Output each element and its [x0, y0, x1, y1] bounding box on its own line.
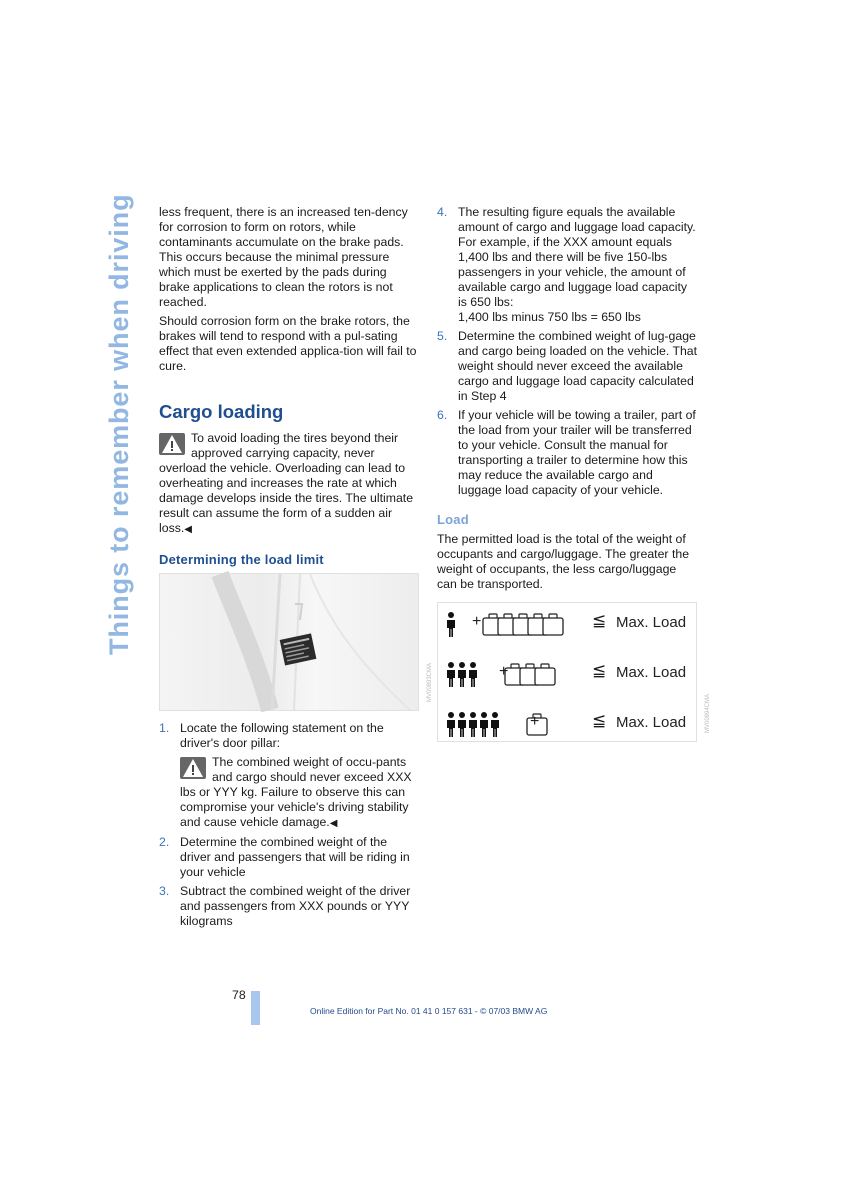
subheading-load-limit: Determining the load limit — [159, 552, 324, 567]
step-number: 2. — [159, 835, 170, 849]
person-icon — [447, 612, 455, 637]
step-text: Determine the combined weight of lug-gage and cargo being loaded on the vehicle. That weight should never exceed the available cargo and luggage load capacity calculated in Step 4 — [458, 329, 698, 403]
load-row — [444, 657, 690, 691]
less-equal-sign: ≦ — [592, 661, 607, 680]
occupants-and-luggage-icons — [444, 611, 584, 639]
step-number: 3. — [159, 884, 170, 898]
warning-text: To avoid loading the tires beyond their approved carrying capacity, never overload the vehicle. Overloading can lead to overheating and increases the rate at which damage develops inside the tires. The ultimate result can assume the form of a sudden air loss. — [159, 431, 414, 535]
edition-footer: Online Edition for Part No. 01 41 0 157 631 - © 07/03 BMW AG — [310, 1006, 548, 1016]
plus-sign: + — [499, 663, 509, 680]
plus-sign: + — [472, 613, 482, 630]
list-item — [159, 884, 417, 929]
warning-triangle-icon — [159, 433, 185, 455]
load-row — [444, 707, 690, 741]
load-row — [444, 607, 690, 641]
page-number: 78 — [232, 988, 246, 1002]
step-text: The resulting figure equals the available amount of cargo and luggage load capacity. — [458, 205, 696, 234]
load-limit-steps — [159, 721, 417, 929]
end-mark: ◀ — [329, 818, 338, 829]
step-number: 4. — [437, 205, 448, 219]
step-text: Locate the following statement on the driver's door pillar: — [180, 721, 384, 750]
suitcase-icon — [535, 664, 555, 685]
load-limit-steps-continued — [437, 205, 699, 498]
door-pillar-label-image — [159, 573, 433, 711]
person-icon — [458, 662, 466, 687]
end-mark: ◀ — [184, 524, 192, 535]
page-number-bar — [251, 991, 260, 1025]
max-load-label: Max. Load — [616, 614, 687, 631]
step-number: 6. — [437, 408, 448, 422]
step-text: Subtract the combined weight of the driver and passengers from XXX pounds or YYY kilograms — [180, 884, 411, 928]
person-icon — [469, 712, 477, 737]
subheading-load: Load — [437, 512, 469, 527]
right-column — [437, 205, 711, 742]
max-load-label: Max. Load — [616, 664, 687, 681]
chapter-title: Things to remember when driving — [104, 193, 134, 655]
less-equal-sign: ≦ — [592, 711, 607, 730]
door-pillar-illustration — [160, 574, 418, 710]
list-item — [159, 835, 417, 880]
brake-corrosion-paragraph: less frequent, there is an increased ten-dency for corrosion to form on rotors, while contaminants accumulate on the brake pads. This occurs because the minimal pressure which must be exerted by the pads during brake applications to clean the rotors is not reached. — [159, 205, 408, 309]
load-paragraph: The permitted load is the total of the weight of occupants and cargo/luggage. The greater the weight of occupants, the less cargo/luggage can be transported. — [437, 532, 690, 591]
step-calculation: 1,400 lbs minus 750 lbs = 650 lbs — [458, 310, 641, 324]
step-example: For example, if the XXX amount equals 1,400 lbs and there will be five 150-lbs passengers in your vehicle, the amount of available cargo and luggage load capacity is 650 lbs: — [458, 235, 688, 309]
warning-text: The combined weight of occu-pants and cargo should never exceed XXX lbs or YYY kg. Failure to observe this can compromise your vehicle's driving stability and cause vehicle damage. — [180, 755, 412, 829]
brake-pulsation-paragraph: Should corrosion form on the brake rotors, the brakes will tend to respond with a pul-sating effect that even extended applica-tion will fail to cure. — [159, 314, 417, 373]
max-load-diagram — [437, 602, 711, 742]
door-statement-warning — [180, 755, 417, 831]
overload-warning — [159, 431, 417, 537]
person-icon — [447, 662, 455, 687]
list-item — [159, 721, 417, 831]
person-icon — [458, 712, 466, 737]
plus-sign: + — [530, 713, 540, 730]
warning-triangle-icon — [180, 757, 206, 779]
person-icon — [447, 712, 455, 737]
list-item — [437, 205, 699, 325]
person-icon — [491, 712, 499, 737]
person-icon — [480, 712, 488, 737]
left-column — [159, 205, 433, 933]
max-load-label: Max. Load — [616, 714, 687, 731]
list-item — [437, 329, 699, 404]
step-number: 1. — [159, 721, 170, 735]
step-text: If your vehicle will be towing a trailer, part of the load from your trailer will be transferred to your vehicle. Consult the manual for transporting a trailer to determine how this may reduce the available cargo and luggage load capacity of your vehicle. — [458, 408, 696, 497]
figure-code: MV00894CMA — [705, 693, 711, 733]
person-icon — [469, 662, 477, 687]
figure-code: MV00893CMA — [427, 662, 433, 702]
less-equal-sign: ≦ — [592, 611, 607, 630]
step-number: 5. — [437, 329, 448, 343]
occupants-and-luggage-icons — [444, 661, 584, 689]
list-item — [437, 408, 699, 498]
occupants-and-luggage-icons — [444, 711, 584, 739]
suitcase-icon — [543, 614, 563, 635]
step-text: Determine the combined weight of the driver and passengers that will be riding in your vehicle — [180, 835, 410, 879]
section-heading-cargo-loading: Cargo loading — [159, 401, 284, 422]
